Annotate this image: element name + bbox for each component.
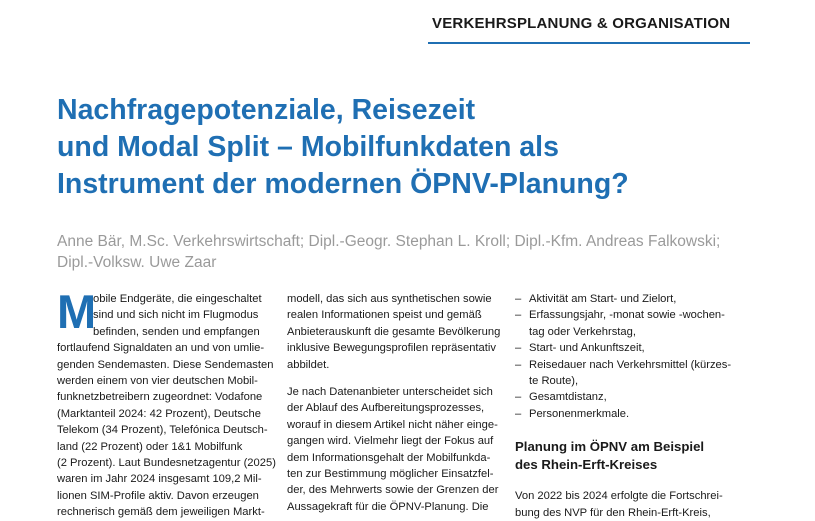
text-line: der, des Mehrwerts sowie der Grenzen der bbox=[287, 484, 499, 497]
paragraph-gap bbox=[515, 474, 750, 488]
bullet-item bbox=[515, 291, 750, 307]
text-line: worauf in diesem Artikel nicht näher einge- bbox=[287, 418, 498, 431]
text-line: rechnerisch gemäß dem jeweiligen Markt- bbox=[57, 506, 265, 519]
column-3 bbox=[515, 291, 750, 521]
author-line: Dipl.-Volksw. Uwe Zaar bbox=[57, 254, 217, 271]
text-line: gangen wird. Vielmehr liegt der Fokus auf bbox=[287, 435, 494, 448]
dash-marker: – bbox=[515, 391, 522, 404]
bullet-text: Personenmerkmale. bbox=[529, 407, 630, 420]
dash-marker: – bbox=[515, 293, 522, 305]
bullet-text: Reisedauer nach Verkehrsmittel (kürzes- bbox=[529, 358, 732, 371]
text-line: realen Informationen speist und gemäß bbox=[287, 309, 482, 322]
text-line: obile Endgeräte, die eingeschaltet bbox=[93, 293, 262, 305]
column-1 bbox=[57, 285, 276, 521]
title-line: und Modal Split – Mobilfunkdaten als bbox=[57, 131, 559, 163]
bullet-continuation: te Route), bbox=[529, 375, 579, 388]
article-title bbox=[57, 92, 777, 203]
text-line: befinden, senden und empfangen bbox=[93, 325, 260, 338]
bullet-item bbox=[515, 406, 750, 422]
section-rule bbox=[428, 42, 750, 44]
title-line: Nachfragepotenziale, Reisezeit bbox=[57, 94, 476, 126]
text-line: (2 Prozent). Laut Bundesnetzagentur (2025) bbox=[57, 457, 276, 470]
title-line: Instrument der modernen ÖPNV-Planung? bbox=[57, 168, 629, 200]
text-line: genden Sendemasten. Diese Sendemasten bbox=[57, 358, 274, 371]
text-line: funknetzbetreibern zugeordnet: Vodafone bbox=[57, 391, 263, 404]
bullet-item bbox=[515, 389, 750, 405]
author-line: Anne Bär, M.Sc. Verkehrswirtschaft; Dipl.-Geogr. Stephan L. Kroll; Dipl.-Kfm. Andreas Falkowski; bbox=[57, 233, 721, 250]
bullet-text: Erfassungsjahr, -monat sowie -wochen- bbox=[529, 309, 725, 322]
text-line: abbildet. bbox=[287, 358, 330, 371]
text-line: Je nach Datenanbieter unterscheidet sich bbox=[287, 386, 493, 399]
bullet-text: Start- und Ankunftszeit, bbox=[529, 342, 645, 355]
text-line: land (22 Prozent) oder 1&1 Mobilfunk bbox=[57, 440, 243, 453]
bullet-text: Aktivität am Start- und Zielort, bbox=[529, 293, 677, 305]
bullet-item bbox=[515, 340, 750, 356]
text-line: inklusive Bewegungsprofilen repräsentativ bbox=[287, 342, 496, 355]
text-line: lionen SIM-Profile aktiv. Davon erzeugen bbox=[57, 489, 259, 502]
text-line: dem Informationsgehalt der Mobilfunkda- bbox=[287, 451, 491, 464]
subheading-line: Planung im ÖPNV am Beispiel bbox=[515, 439, 705, 455]
column-2 bbox=[287, 291, 502, 515]
bullet-continuation: tag oder Verkehrstag, bbox=[529, 325, 636, 338]
dash-marker: – bbox=[515, 407, 522, 420]
text-line: (Marktanteil 2024: 42 Prozent), Deutsche bbox=[57, 407, 261, 420]
text-line: werden einem von vier deutschen Mobil- bbox=[57, 375, 258, 388]
text-line: der Ablauf des Aufbereitungsprozesses, bbox=[287, 402, 485, 415]
text-line: Telekom (34 Prozent), Telefónica Deutsch- bbox=[57, 424, 268, 437]
dash-marker: – bbox=[515, 342, 522, 355]
text-line: modell, das sich aus synthetischen sowie bbox=[287, 293, 492, 305]
subheading-line: des Rhein-Erft-Kreises bbox=[515, 457, 658, 473]
text-line: fortlaufend Signaldaten an und von umlie- bbox=[57, 342, 265, 355]
drop-cap: M bbox=[57, 285, 97, 338]
author-list bbox=[57, 231, 777, 273]
text-line: ten zur Bestimmung möglicher Einsatzfel- bbox=[287, 468, 494, 481]
text-line: Aussagekraft für die ÖPNV-Planung. Die bbox=[287, 500, 489, 513]
dash-marker: – bbox=[515, 358, 522, 371]
text-line: Von 2022 bis 2024 erfolgte die Fortschrei- bbox=[515, 490, 723, 503]
bullet-text: Gesamtdistanz, bbox=[529, 391, 607, 404]
text-line: sind und sich nicht im Flugmodus bbox=[93, 309, 259, 322]
section-gap bbox=[515, 422, 750, 438]
dash-marker: – bbox=[515, 309, 522, 322]
section-label: VERKEHRSPLANUNG & ORGANISATION bbox=[432, 15, 731, 32]
bullet-item bbox=[515, 307, 750, 323]
text-line: bung des NVP für den Rhein-Erft-Kreis, bbox=[515, 506, 711, 519]
paragraph-gap bbox=[287, 373, 502, 384]
text-line: waren im Jahr 2024 insgesamt 109,2 Mil- bbox=[57, 473, 262, 486]
text-line: Anbieterauskunft die gesamte Bevölkerung bbox=[287, 325, 501, 338]
bullet-item bbox=[515, 357, 750, 373]
